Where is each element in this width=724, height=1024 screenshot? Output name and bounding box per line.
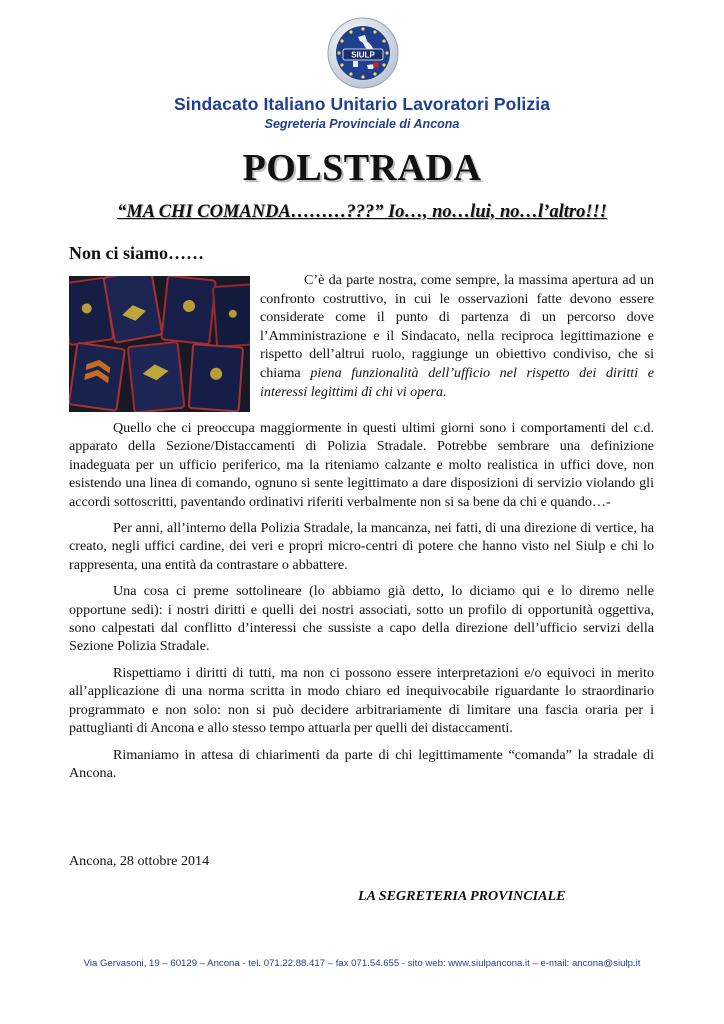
body-paragraph: Rispettiamo i diritti di tutti, ma non ci possono essere interpretazioni e/o equivoci in merito all’applicazione di una norma scritta in modo chiaro ed inequivocabile riguardante lo straordinario programmato e non solo: non si può decidere arbitrariamente di limitare una fascia oraria per i pattuglianti di Ancona e allo stesso tempo attuarla per quelli dei distaccamenti. (69, 664, 654, 737)
siulp-emblem-icon (327, 17, 399, 89)
body-paragraph: Quello che ci preoccupa maggiormente in questi ultimi giorni sono i comportamenti del c.d. apparato della Sezione/Distaccamenti di Polizia Stradale. Potrebbe sembrare una definizione inadeguata per un ufficio periferico, ma la riteniamo calzante e molto realistica in uffici dove, non esistendo una linea di comando, ognuno si sente legittimato a dare disposizioni di servizio violando gli accordi sottoscritti, paventando ordinativi riferiti verbalmente non si sa bene da chi e quando…- (69, 420, 654, 510)
police-rank-badges-photo (69, 276, 250, 412)
document-date: Ancona, 28 ottobre 2014 (69, 853, 210, 869)
body-paragraph: Per anni, all’interno della Polizia Stradale, la mancanza, nei fatti, di una direzione di vertice, ha creato, negli uffici cardine, dei veri e propri micro-centri di potere che hanno visto nel Siulp e chi lo rappresenta, una entità da contrastare o abbattere. (69, 520, 654, 573)
intro-emphasis: piena funzionalità dell’ufficio nel rispetto dei diritti e interessi legittimi di chi vi opera. (260, 364, 654, 400)
organization-name: Sindacato Italiano Unitario Lavoratori Polizia (173, 94, 551, 114)
body-paragraph: Una cosa ci preme sottolineare (lo abbiamo già detto, lo diciamo qui e lo diremo nelle opportune sedi): i nostri diritti e quelli dei nostri associati, sotto un profilo di opportunità oggettiva, sono calpestati dal conflitto d’interessi che sussiste a capo della direzione dell’ufficio servizi della Sezione Polizia Stradale. (69, 583, 654, 655)
footer-contacts: Via Gervasoni, 19 – 60129 – Ancona - tel. 071.22.88.417 – fax 071.54.655 - sito web: www.siulpancona.it – e-mail: ancona@siulp.it (83, 958, 641, 969)
logo-text: SIULP (351, 50, 375, 60)
body-paragraph: Rimaniamo in attesa di chiarimenti da parte di chi legittimamente “comanda” la stradale di Ancona. (69, 746, 654, 781)
body-text (69, 419, 654, 790)
signature: LA SEGRETERIA PROVINCIALE (358, 888, 566, 904)
intro-paragraph (260, 271, 654, 401)
organization-subtitle: Segreteria Provinciale di Ancona (264, 117, 460, 131)
intro-text: C’è da parte nostra, come sempre, la massima apertura ad un confronto costruttivo, in cui le osservazioni fatte devono essere considerate come il punto di partenza di un percorso dove l’Amministrazione e il Sindacato, nella reciproca legittimazione e rispetto dell’altrui ruolo, raggiunge un obiettivo condiviso, che si chiama (260, 272, 654, 381)
section-heading: Non ci siamo…… (69, 243, 204, 263)
page-subtitle: “MA CHI COMANDA………???” Io…, no…lui, no…l’altro!!! (117, 202, 607, 222)
page-title: POLSTRADA (242, 147, 482, 189)
